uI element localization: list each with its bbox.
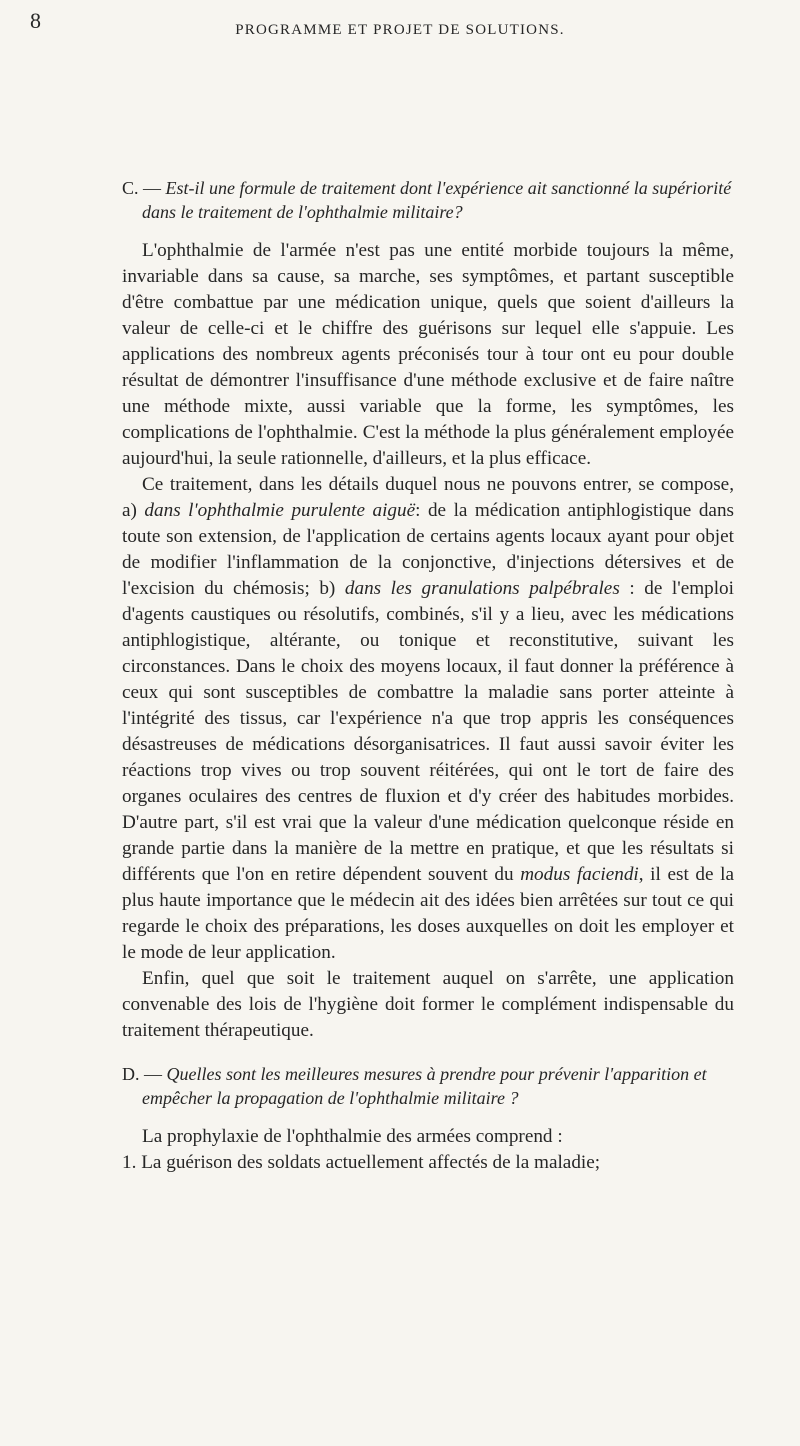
- answer-c-p2-part-e: : de l'emploi d'agents caustiques ou résolutifs, combinés, s'il y a lieu, avec les médications antiphlogistique, altérante, ou tonique et reconstitutive, suivant les circonstances. Dans le choix des moyens locaux, il faut donner la préférence à ceux qui sont susceptibles de combattre la maladie sans porter atteinte à l'intégrité des tissus, car l'expérience n'a que trop appris les conséquences désastreuses de médications désorganisatrices. Il faut aussi savoir éviter les réactions trop vives ou trop souvent réitérées, qui ont le tort de faire des organes oculaires des centres de fluxion et d'y créer des habitudes morbides. D'autre part, s'il est vrai que la valeur d'une médication quelconque réside en grande partie dans la manière de la mettre en pratique, et que les résultats si différents que l'on en retire dépendent souvent du: [122, 578, 734, 885]
- question-c: [122, 176, 734, 224]
- question-c-text: Est-il une formule de traitement dont l'expérience ait sanctionné la supériorité dans le traitement de l'ophthalmie militaire?: [142, 178, 732, 222]
- answer-c-p2-part-g: , il est de la plus haute importance que le médecin ait des idées bien arrêtées sur tout ce qui regarde le choix des préparations, les doses auxquelles on doit les employer et le mode de leur application.: [122, 864, 734, 963]
- question-c-dash: —: [143, 178, 162, 198]
- question-c-letter: C.: [122, 178, 139, 198]
- answer-c-p2-italic-purulente: dans l'ophthalmie purulente aiguë: [144, 500, 416, 521]
- answer-c-p2-part-c: : de la médication antiphlogistique dans toute son extension, de l'application de certains agents locaux ayant pour objet de modifier l'inflammation de la conjonctive, d'injections détersives et de l'excision du chémosis; b): [122, 500, 734, 599]
- page-number: 8: [30, 8, 41, 33]
- answer-c-paragraph-1: L'ophthalmie de l'armée n'est pas une entité morbide toujours la même, invariable dans sa cause, sa marche, ses symptômes, et partant susceptible d'être combattue par une médication unique, quels que soient d'ailleurs la valeur de celle-ci et le chiffre des guérisons sur lequel elle s'appuie. Les applications des nombreux agents préconisés tour à tour ont eu pour double résultat de démontrer l'insuffisance d'une méthode exclusive et de faire naître une méthode mixte, aussi variable que la forme, les symptômes, les complications de l'ophthalmie. C'est la méthode la plus généralement employée aujourd'hui, la seule rationnelle, d'ailleurs, et la plus efficace.: [122, 240, 734, 469]
- answer-d-intro: La prophylaxie de l'ophthalmie des armées comprend :: [142, 1126, 563, 1147]
- answer-c-p2-part-a: Ce traitement, dans les détails duquel nous ne pouvons entrer, se compose, a): [122, 474, 734, 521]
- answer-c-paragraph-2: [122, 472, 734, 966]
- question-d-dash: —: [144, 1064, 162, 1084]
- answer-d-item-1: 1. La guérison des soldats actuellement affectés de la maladie;: [122, 1152, 601, 1173]
- answer-c-p2-italic-granulations: dans les granulations palpébrales: [344, 578, 620, 599]
- question-d-letter: D.: [122, 1064, 140, 1084]
- question-d-text: Quelles sont les meilleures mesures à prendre pour prévenir l'apparition et empêcher la propagation de l'ophthalmie militaire ?: [142, 1064, 707, 1108]
- answer-c-p2-italic-modus: modus faciendi: [520, 864, 639, 885]
- page-body: [122, 176, 734, 1176]
- question-d: [122, 1062, 734, 1110]
- running-head: PROGRAMME ET PROJET DE SOLUTIONS.: [235, 22, 565, 38]
- answer-c-paragraph-3: Enfin, quel que soit le traitement auquel on s'arrête, une application convenable des lois de l'hygiène doit former le complément indispensable du traitement thérapeutique.: [122, 968, 734, 1041]
